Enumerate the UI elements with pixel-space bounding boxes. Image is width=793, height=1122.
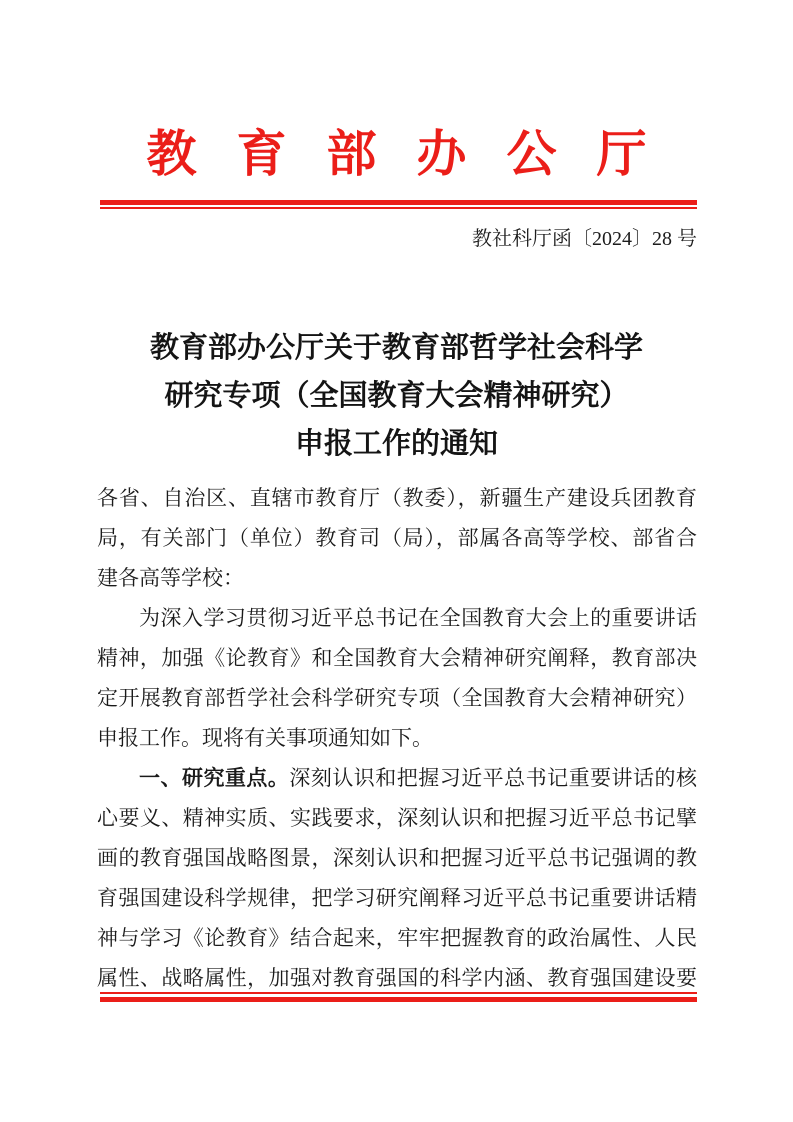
document-title: [0, 324, 793, 468]
header-rule-thin: [100, 207, 697, 209]
document-number: 教社科厅函〔2024〕28 号: [472, 228, 697, 250]
body-line: 申报工作。现将有关事项通知如下。: [97, 726, 433, 750]
body-line: 画的教育强国战略图景，深刻认识和把握习近平总书记强调的教: [97, 846, 697, 870]
header-rule-thick: [100, 200, 697, 205]
footer-rule-thin: [100, 992, 697, 994]
body-line: 精神，加强《论教育》和全国教育大会精神研究阐释，教育部决: [97, 646, 697, 670]
body-line: 属性、战略属性，加强对教育强国的科学内涵、教育强国建设要: [97, 966, 697, 990]
body-line: 各省、自治区、直辖市教育厅（教委），新疆生产建设兵团教育: [97, 486, 697, 510]
body-line: 心要义、精神实质、实践要求，深刻认识和把握习近平总书记擘: [97, 806, 697, 830]
body-line-section-start: [97, 758, 697, 798]
body-line: 局，有关部门（单位）教育司（局），部属各高等学校、部省合: [97, 526, 697, 550]
section-heading: 一、研究重点。: [139, 766, 290, 790]
document-body: [97, 478, 697, 998]
section-text: 深刻认识和把握习近平总书记重要讲话的核: [289, 766, 697, 790]
document-title-line-3: 申报工作的通知: [294, 428, 498, 460]
body-line: 育强国建设科学规律，把学习研究阐释习近平总书记重要讲话精: [97, 886, 697, 910]
body-line: 建各高等学校：: [97, 566, 244, 590]
body-line: 神与学习《论教育》结合起来，牢牢把握教育的政治属性、人民: [97, 926, 697, 950]
agency-header-title: 教育部办公厅: [146, 126, 687, 182]
document-title-line-1: 教育部办公厅关于教育部哲学社会科学: [149, 332, 643, 364]
body-line: 定开展教育部哲学社会科学研究专项（全国教育大会精神研究）: [97, 686, 697, 710]
document-title-line-2: 研究专项（全国教育大会精神研究）: [164, 380, 629, 412]
body-line: 为深入学习贯彻习近平总书记在全国教育大会上的重要讲话: [139, 606, 697, 630]
footer-rule-thick: [100, 997, 697, 1002]
